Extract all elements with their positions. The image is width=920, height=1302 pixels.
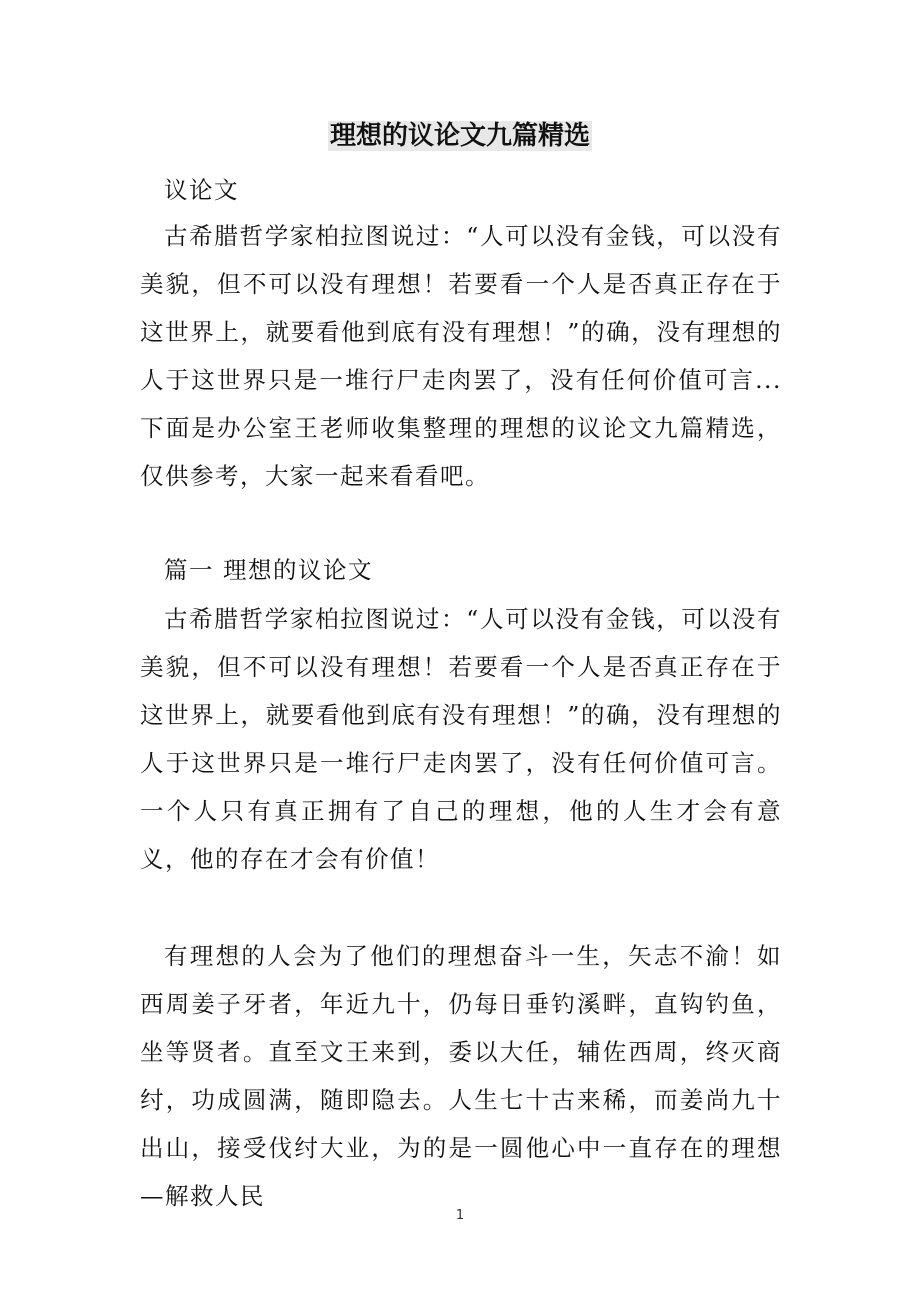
body-paragraph-1: 古希腊哲学家柏拉图说过：“人可以没有金钱，可以没有美貌，但不可以没有理想！若要看一个人是否真正存在于这世界上，就要看他到底有没有理想！”的确，没有理想的人于这世界只是一堆行尸走肉罢了，没有任何价值可言。一个人只有真正拥有了自己的理想，他的人生才会有意义，他的存在才会有价值！: [140, 605, 782, 873]
intro-paragraph: 古希腊哲学家柏拉图说过：“人可以没有金钱，可以没有美貌，但不可以没有理想！若要看一个人是否真正存在于这世界上，就要看他到底有没有理想！”的确，没有理想的人于这世界只是一堆行尸走肉罢了，没有任何价值可言...下面是办公室王老师收集整理的理想的议论文九篇精选，仅供参考，大家一起来看看吧。: [140, 222, 782, 490]
chapter-heading: 篇一 理想的议论文: [164, 556, 373, 584]
document-title: [0, 118, 920, 154]
section-label: 议论文: [164, 176, 239, 204]
body-paragraph-2: 有理想的人会为了他们的理想奋斗一生，矢志不渝！如西周姜子牙者，年近九十，仍每日垂钓溪畔，直钩钓鱼，坐等贤者。直至文王来到，委以大任，辅佐西周，终灭商纣，功成圆满，随即隐去。人生七十古来稀，而姜尚九十出山，接受伐纣大业，为的是一圆他心中一直存在的理想—解救人民: [140, 942, 782, 1210]
page-number: 1: [455, 1208, 465, 1223]
document-title-text: 理想的议论文九篇精选: [329, 121, 590, 151]
